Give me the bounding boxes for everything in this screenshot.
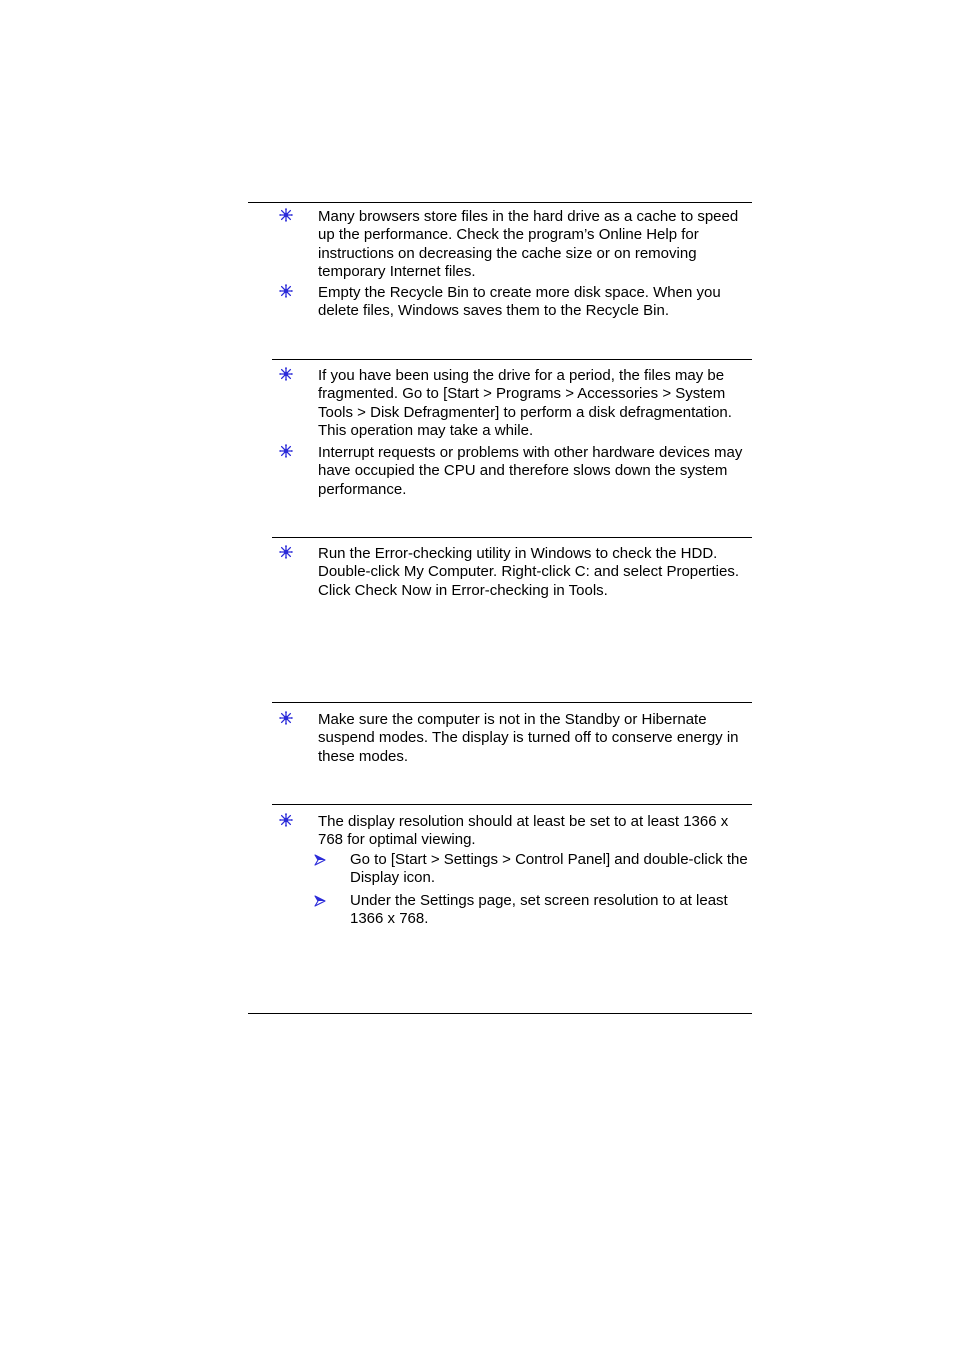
snowflake-star-icon	[279, 545, 293, 559]
section-divider	[272, 537, 752, 538]
bullet-text: Interrupt requests or problems with other hardware devices may have occupied the CPU and therefore slows down the system performance.	[318, 444, 743, 498]
bullet-text: If you have been using the drive for a period, the files may be fragmented. Go to [Start > Programs > Accessories > System Tools > Disk Defragmenter] to perform a disk defragmentation. This operation may take a while.	[318, 367, 732, 440]
sub-bullet-text: Under the Settings page, set screen resolution to at least 1366 x 768.	[350, 892, 728, 928]
sub-bullet-text: Go to [Start > Settings > Control Panel] and double-click the Display icon.	[350, 851, 748, 887]
section-divider	[272, 359, 752, 360]
arrowhead-icon	[314, 895, 326, 907]
bullet-text: Run the Error-checking utility in Windows to check the HDD. Double-click My Computer. Right-click C: and select Properties. Click Check Now in Error-checking in Tools.	[318, 545, 739, 599]
bullet-text: Make sure the computer is not in the Standby or Hibernate suspend modes. The display is turned off to conserve energy in these modes.	[318, 711, 739, 765]
bullet-text: Empty the Recycle Bin to create more disk space. When you delete files, Windows saves them to the Recycle Bin.	[318, 284, 721, 320]
snowflake-star-icon	[279, 444, 293, 458]
snowflake-star-icon	[279, 284, 293, 298]
snowflake-star-icon	[279, 711, 293, 725]
section-divider	[272, 702, 752, 703]
bullet-text: Many browsers store files in the hard drive as a cache to speed up the performance. Check the program’s Online Help for instructions on decreasing the cache size or on removing temporary Internet files.	[318, 208, 739, 281]
snowflake-star-icon	[279, 367, 293, 381]
bottom-divider	[248, 1013, 752, 1014]
snowflake-star-icon	[279, 208, 293, 222]
snowflake-star-icon	[279, 813, 293, 827]
arrowhead-icon	[314, 854, 326, 866]
section-divider	[272, 804, 752, 805]
top-divider	[248, 202, 752, 203]
bullet-text: The display resolution should at least be set to at least 1366 x 768 for optimal viewing.	[318, 813, 729, 849]
